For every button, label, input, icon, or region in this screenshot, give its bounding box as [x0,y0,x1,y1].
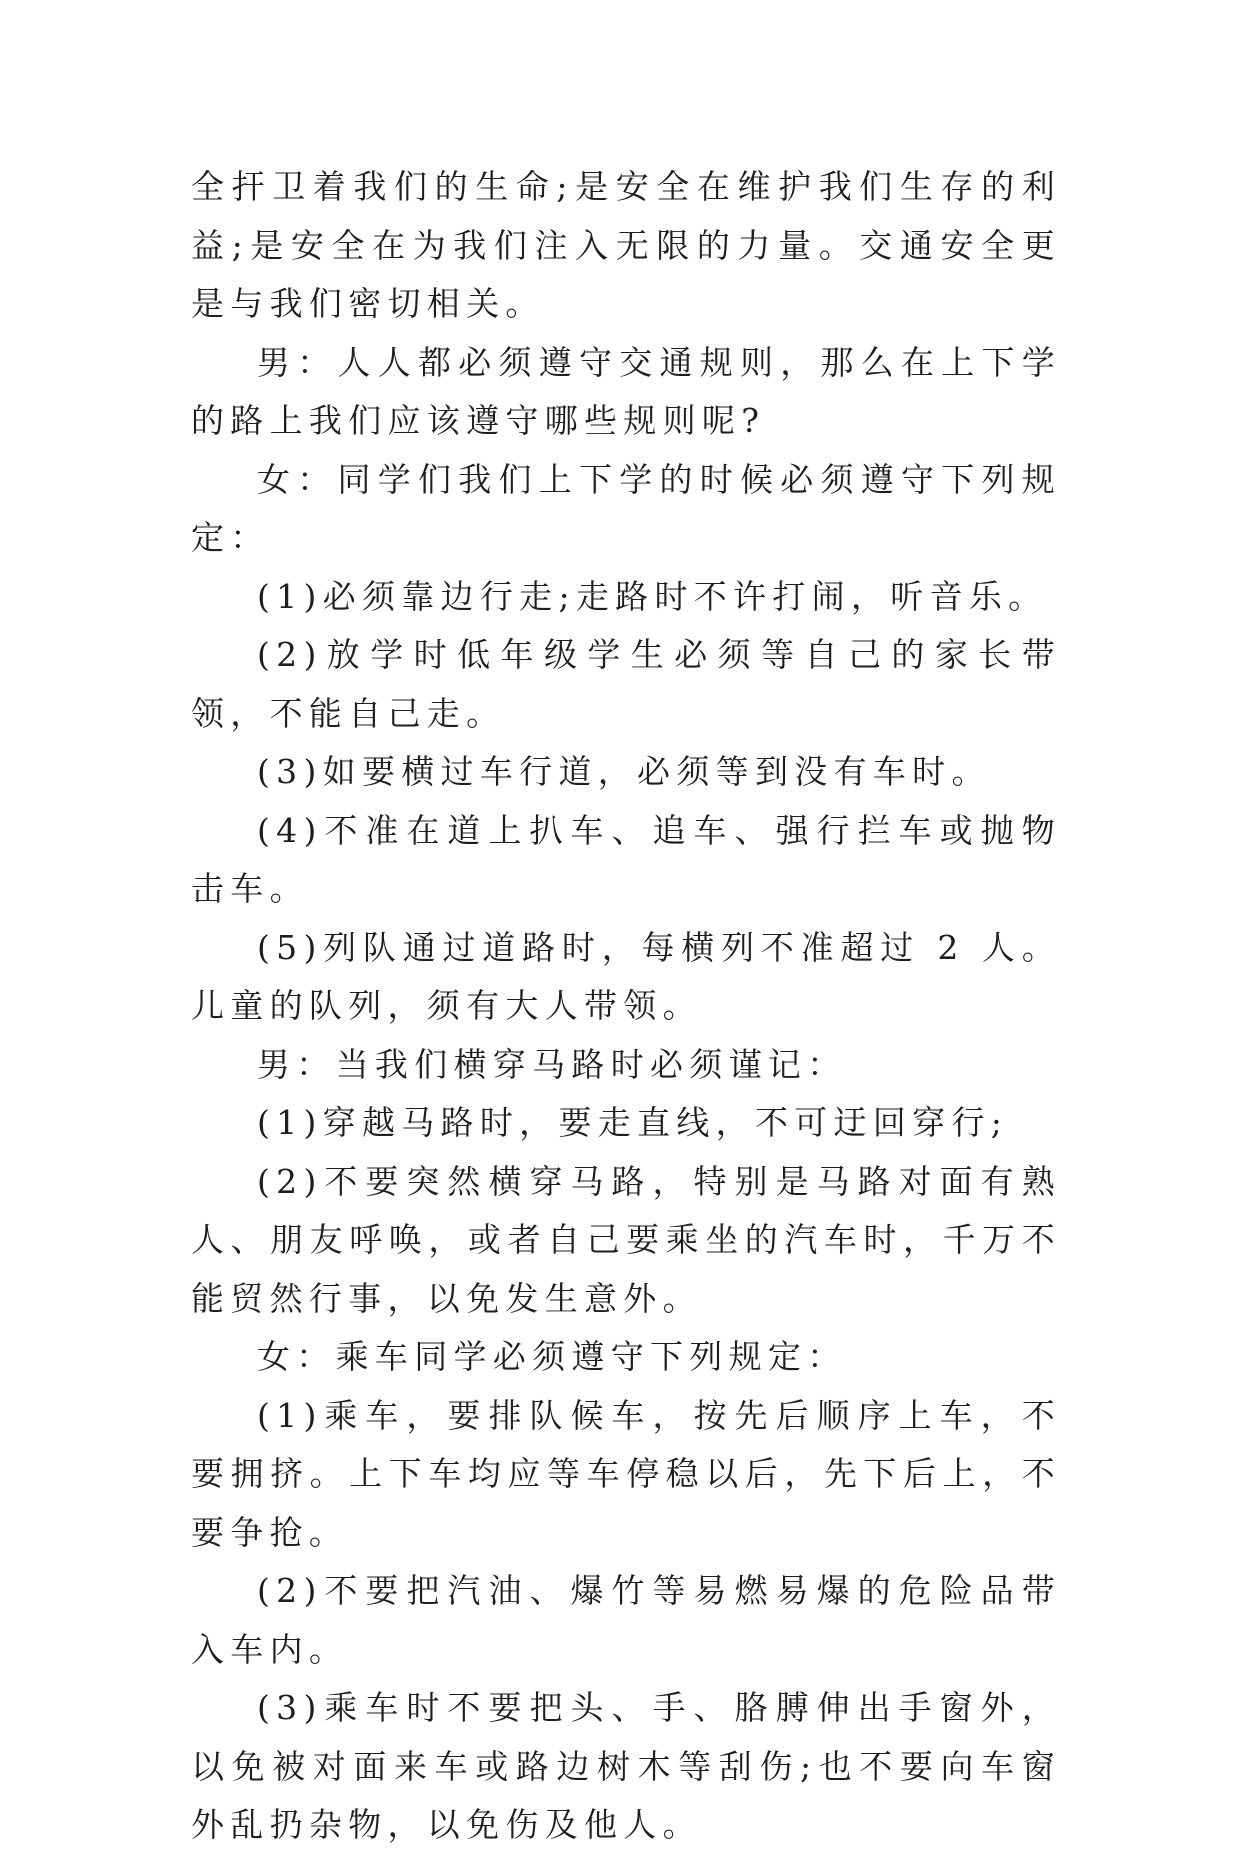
paragraph-7: (4)不准在道上扒车、追车、强行拦车或抛物击车。 [191,810,1061,908]
paragraph-11: (2)不要突然横穿马路，特别是马路对面有熟人、朋友呼唤，或者自己要乘坐的汽车时，千万不能贸然行事，以免发生意外。 [191,1161,1061,1318]
paragraph-5: (2)放学时低年级学生必须等自己的家长带领，不能自己走。 [191,635,1061,733]
paragraph-9: 男：当我们横穿马路时必须谨记： [257,1044,847,1084]
paragraph-2: 男：人人都必须遵守交通规则，那么在上下学的路上我们应该遵守哪些规则呢? [191,342,1061,440]
paragraph-4: (1)必须靠边行走;走路时不许打闹，听音乐。 [257,576,1048,616]
paragraph-10: (1)穿越马路时，要走直线，不可迂回穿行; [257,1103,1009,1142]
paragraph-1: 全扞卫着我们的生命;是安全在维护我们生存的利益;是安全在为我们注入无限的力量。交通安全更是与我们密切相关。 [191,167,1061,323]
document-page [191,158,1061,1855]
paragraph-3: 女：同学们我们上下学的时候必须遵守下列规定： [191,459,1061,557]
paragraph-15: (3)乘车时不要把头、手、胳膊伸出手窗外，以免被对面来车或路边树木等刮伤;也不要向车窗外乱扔杂物，以免伤及他人。 [191,1688,1061,1844]
paragraph-13: (1)乘车，要排队候车，按先后顺序上车，不要拥挤。上下车均应等车停稳以后，先下后上，不要争抢。 [191,1395,1061,1552]
paragraph-6: (3)如要横过车行道，必须等到没有车时。 [257,752,991,791]
paragraph-8: (5)列队通过道路时，每横列不准超过 2 人。儿童的队列，须有大人带领。 [191,927,1061,1025]
paragraph-14: (2)不要把汽油、爆竹等易燃易爆的危险品带入车内。 [191,1571,1061,1669]
paragraph-12: 女：乘车同学必须遵守下列规定： [257,1337,847,1376]
